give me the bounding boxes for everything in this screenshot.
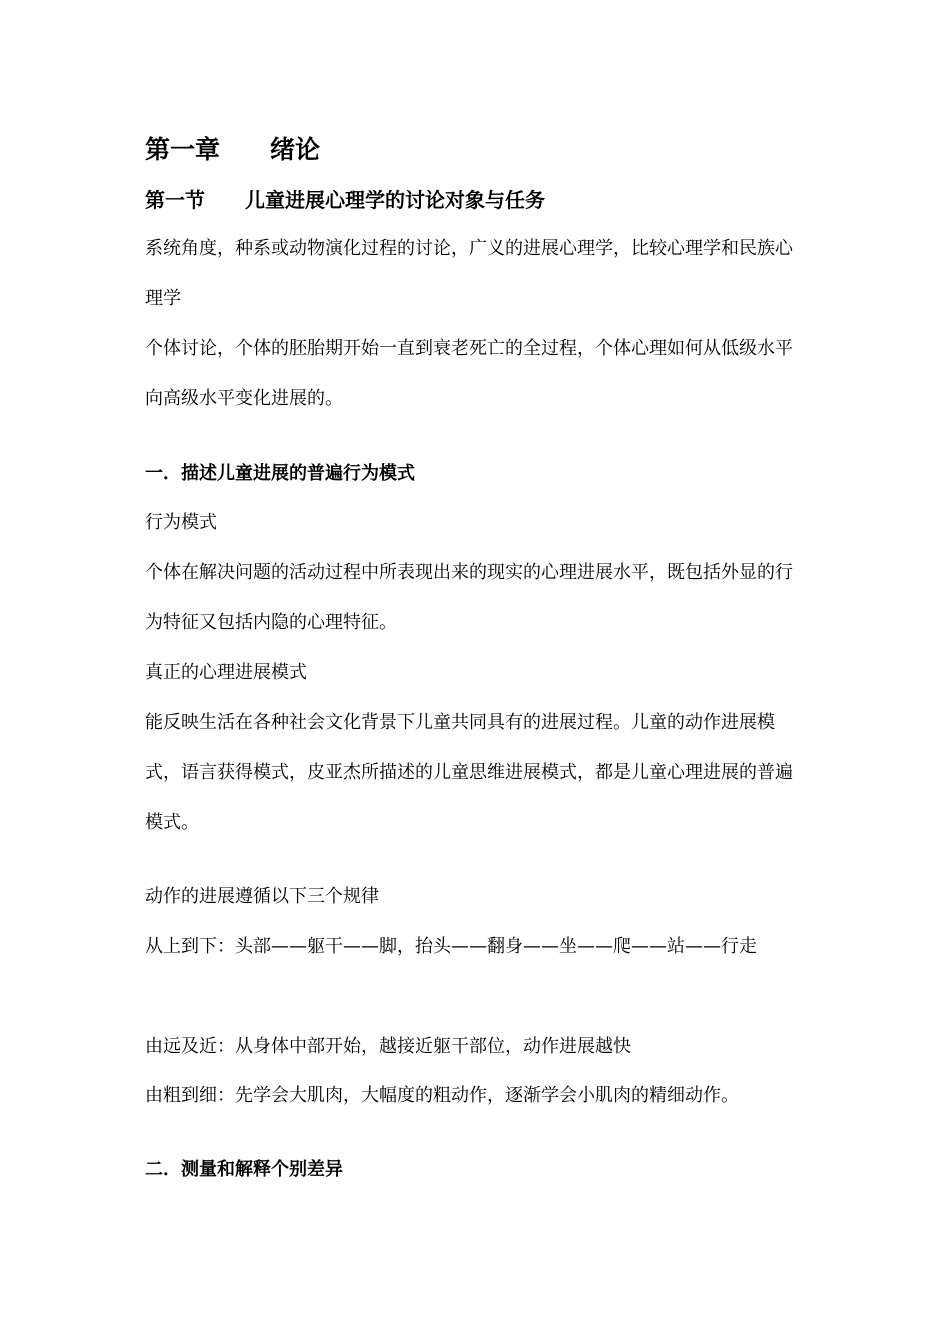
rule-gross-to-fine: 由粗到细：先学会大肌肉，大幅度的粗动作，逐渐学会小肌肉的精细动作。 [145,1085,739,1106]
definition-true-pattern: 能反映生活在各种社会文化背景下儿童共同具有的进展过程。儿童的动作进展模式，语言获得模式，皮亚杰所描述的儿童思维进展模式，都是儿童心理进展的普遍模式。 [145,712,793,833]
rule-top-down: 从上到下：头部——躯干——脚，抬头——翻身——坐——爬——站——行走 [145,936,757,957]
intro-paragraph-2: 个体讨论，个体的胚胎期开始一直到衰老死亡的全过程，个体心理如何从低级水平向高级水平变化进展的。 [145,338,793,409]
section-title: 第一节 儿童进展心理学的讨论对象与任务 [145,188,545,212]
intro-paragraph-1: 系统角度，种系或动物演化过程的讨论，广义的进展心理学，比较心理学和民族心理学 [145,238,793,309]
term-behavior-pattern: 行为模式 [145,512,217,533]
chapter-title: 第一章 绪论 [145,135,321,164]
term-true-pattern: 真正的心理进展模式 [145,662,307,683]
part1-heading: 一．描述儿童进展的普遍行为模式 [145,463,415,484]
rules-intro: 动作的进展遵循以下三个规律 [145,886,379,907]
part2-heading: 二．测量和解释个别差异 [145,1159,343,1180]
definition-behavior-pattern: 个体在解决问题的活动过程中所表现出来的现实的心理进展水平，既包括外显的行为特征又包括内隐的心理特征。 [145,562,793,633]
rule-center-out: 由远及近：从身体中部开始，越接近躯干部位，动作进展越快 [145,1036,631,1057]
